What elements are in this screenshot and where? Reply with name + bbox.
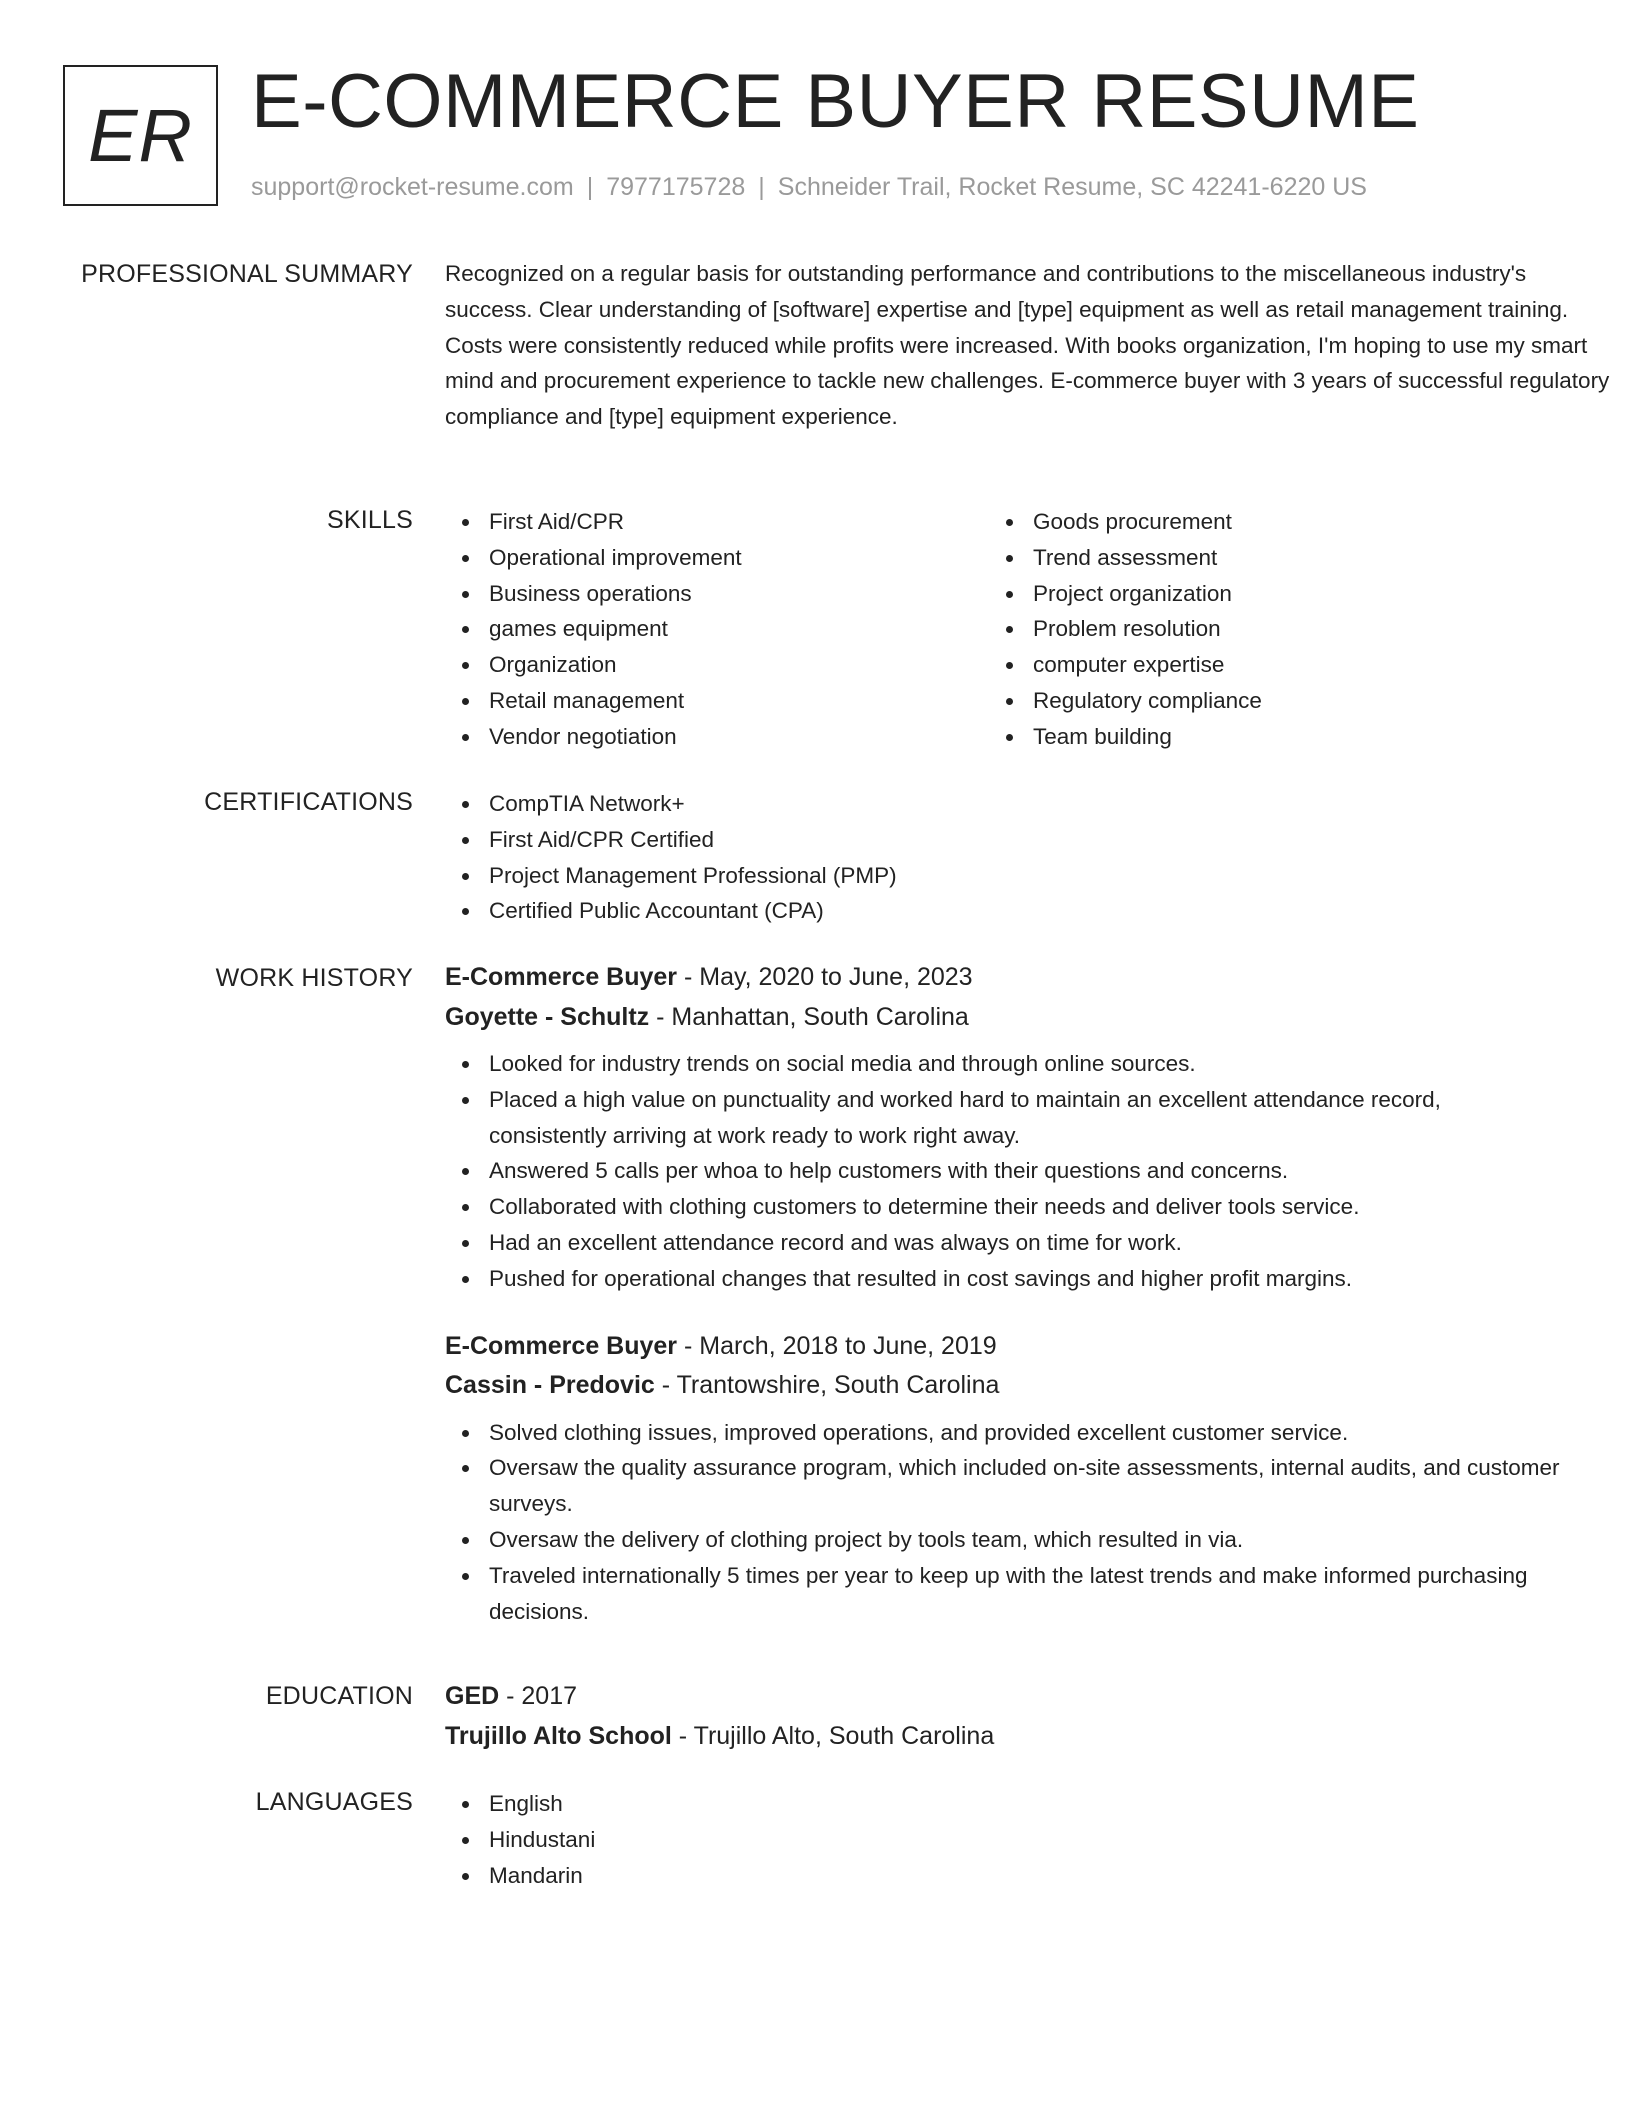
work-history-body bbox=[445, 958, 1563, 1659]
list-item: First Aid/CPR Certified bbox=[445, 822, 1563, 858]
job-company: Goyette - Schultz bbox=[445, 1002, 650, 1031]
education-location: - Trujillo Alto, South Carolina bbox=[671, 1721, 995, 1750]
job-company: Cassin - Predovic bbox=[445, 1371, 655, 1400]
work-history-heading: WORK HISTORY bbox=[215, 964, 413, 992]
contact-line bbox=[251, 173, 1367, 202]
contact-separator: | bbox=[758, 173, 765, 201]
list-item: Trend assessment bbox=[989, 540, 1533, 576]
list-item: computer expertise bbox=[989, 647, 1533, 683]
list-item: games equipment bbox=[445, 611, 989, 647]
education-year: - 2017 bbox=[499, 1682, 578, 1710]
job-title-line bbox=[445, 958, 1563, 998]
job-bullets bbox=[445, 1046, 1563, 1297]
certifications-list bbox=[445, 786, 1563, 929]
list-item: Project organization bbox=[989, 576, 1533, 612]
summary-body bbox=[445, 258, 1615, 435]
list-item: Collaborated with clothing customers to determine their needs and deliver tools service. bbox=[445, 1189, 1563, 1225]
job-title-line bbox=[445, 1327, 1563, 1367]
list-item: Operational improvement bbox=[445, 540, 989, 576]
list-item: Oversaw the delivery of clothing project by tools team, which resulted in via. bbox=[445, 1522, 1563, 1558]
list-item: First Aid/CPR bbox=[445, 504, 989, 540]
list-item: Oversaw the quality assurance program, which included on-site assessments, internal audits, and customer surveys. bbox=[445, 1450, 1563, 1522]
skills-list-right bbox=[989, 504, 1533, 755]
contact-email: support@rocket-resume.com bbox=[251, 173, 574, 201]
list-item: Goods procurement bbox=[989, 504, 1533, 540]
list-item: CompTIA Network+ bbox=[445, 786, 1563, 822]
list-item: Mandarin bbox=[445, 1858, 1563, 1894]
list-item: Traveled internationally 5 times per year to keep up with the latest trends and make informed purchasing decisions. bbox=[445, 1558, 1563, 1630]
certifications-body bbox=[445, 786, 1563, 929]
job-entry bbox=[445, 1327, 1563, 1630]
list-item: Hindustani bbox=[445, 1822, 1563, 1858]
page-title: E-COMMERCE BUYER RESUME bbox=[251, 59, 1420, 144]
education-degree: GED bbox=[445, 1682, 500, 1710]
list-item: Looked for industry trends on social media and through online sources. bbox=[445, 1046, 1563, 1082]
education-degree-line bbox=[445, 1677, 1563, 1717]
list-item: Retail management bbox=[445, 683, 989, 719]
job-title: E-Commerce Buyer bbox=[445, 1331, 678, 1360]
skills-body bbox=[445, 504, 1563, 755]
languages-list bbox=[445, 1786, 1563, 1893]
list-item: English bbox=[445, 1786, 1563, 1822]
contact-address: Schneider Trail, Rocket Resume, SC 42241-6220 US bbox=[777, 173, 1367, 201]
list-item: Solved clothing issues, improved operations, and provided excellent customer service. bbox=[445, 1415, 1563, 1451]
list-item: Pushed for operational changes that resulted in cost savings and higher profit margins. bbox=[445, 1261, 1563, 1297]
education-school: Trujillo Alto School bbox=[445, 1721, 672, 1750]
certifications-heading: CERTIFICATIONS bbox=[204, 788, 413, 816]
education-body bbox=[445, 1677, 1563, 1756]
languages-heading: LANGUAGES bbox=[255, 1788, 413, 1816]
skills-grid bbox=[445, 504, 1563, 755]
job-bullets bbox=[445, 1415, 1563, 1630]
skills-heading: SKILLS bbox=[327, 506, 413, 534]
list-item: Project Management Professional (PMP) bbox=[445, 858, 1563, 894]
summary-heading: PROFESSIONAL SUMMARY bbox=[81, 260, 413, 288]
list-item: Organization bbox=[445, 647, 989, 683]
education-heading: EDUCATION bbox=[265, 1682, 413, 1710]
job-title: E-Commerce Buyer bbox=[445, 963, 678, 991]
monogram-logo: ER bbox=[63, 65, 218, 206]
summary-text: Recognized on a regular basis for outstanding performance and contributions to the miscellaneous industry's success. Clear understanding of [software] expertise and [type] equipment as well as retail management training. Costs were consistently reduced while profits were increased. With books organization, I'm hoping to use my smart mind and procurement experience to tackle new challenges. E-commerce buyer with 3 years of successful regulatory compliance and [type] equipment experience. bbox=[445, 261, 1610, 430]
job-location: - Trantowshire, South Carolina bbox=[654, 1371, 1000, 1400]
job-dates: - March, 2018 to June, 2019 bbox=[677, 1331, 997, 1360]
list-item: Problem resolution bbox=[989, 611, 1533, 647]
contact-phone: 7977175728 bbox=[606, 173, 746, 201]
list-item: Business operations bbox=[445, 576, 989, 612]
list-item: Placed a high value on punctuality and worked hard to maintain an excellent attendance record, consistently arriving at work ready to work right away. bbox=[445, 1082, 1563, 1154]
languages-body bbox=[445, 1786, 1563, 1893]
skills-list-left bbox=[445, 504, 989, 755]
education-school-line bbox=[445, 1717, 1563, 1757]
job-company-line bbox=[445, 998, 1563, 1038]
job-dates: - May, 2020 to June, 2023 bbox=[677, 963, 973, 991]
job-entry bbox=[445, 958, 1563, 1297]
list-item: Team building bbox=[989, 719, 1533, 755]
job-location: - Manhattan, South Carolina bbox=[649, 1002, 969, 1031]
list-item: Vendor negotiation bbox=[445, 719, 989, 755]
list-item: Certified Public Accountant (CPA) bbox=[445, 893, 1563, 929]
list-item: Answered 5 calls per whoa to help customers with their questions and concerns. bbox=[445, 1153, 1563, 1189]
list-item: Regulatory compliance bbox=[989, 683, 1533, 719]
job-company-line bbox=[445, 1366, 1563, 1406]
list-item: Had an excellent attendance record and was always on time for work. bbox=[445, 1225, 1563, 1261]
contact-separator: | bbox=[586, 173, 594, 201]
resume-header bbox=[63, 59, 1563, 210]
